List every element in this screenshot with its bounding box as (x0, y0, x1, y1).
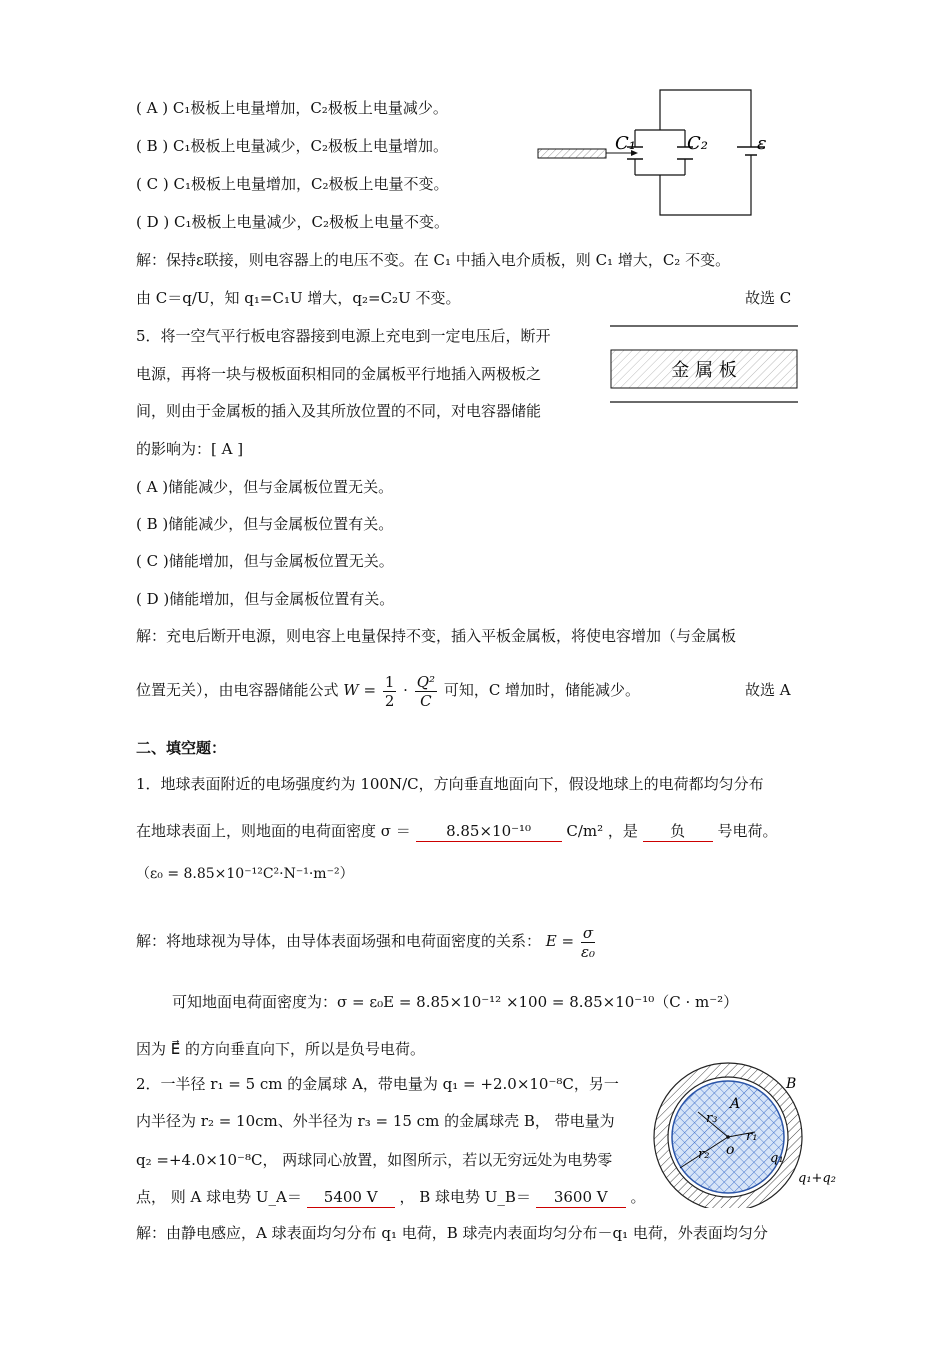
c2-label: C₂ (687, 133, 708, 154)
q5-text-3: 间，则由于金属板的插入及其所放位置的不同，对电容器储能 (136, 402, 542, 420)
q5-text-2: 电源，再将一块与极板面积相同的金属板平行地插入两极板之 (136, 365, 542, 383)
q-sum-label: q₁+q₂ (798, 1171, 836, 1186)
relation-lhs: E = (545, 932, 579, 950)
f1-solution-line3: 因为 E⃗ 的方向垂直向下，所以是负号电荷。 (136, 1040, 426, 1058)
f2-line4-post: 。 (630, 1188, 646, 1206)
f2-answer-ua: 5400 V (307, 1187, 395, 1208)
q1-label: q₁ (770, 1151, 784, 1166)
q4-option-a: ( A ) C₁极板上电量增加，C₂极板上电量减少。 (136, 99, 448, 117)
q4-solution-line1: 解：保持ε联接，则电容器上的电压不变。在 C₁ 中插入电介质板，则 C₁ 增大，C₂ 不变。 (136, 251, 731, 269)
q4-choice: 故选 C (745, 289, 792, 307)
center-o-label: o (726, 1142, 735, 1158)
q4-solution-line2: 由 C＝q/U，知 q₁=C₁U 增大，q₂=C₂U 不变。 (136, 289, 461, 307)
fraction-denominator: C (420, 691, 432, 710)
q5-choice: 故选 A (745, 681, 791, 699)
fraction-numerator: Q² (416, 672, 436, 691)
f2-line1: 2．一半径 r₁ = 5 cm 的金属球 A，带电量为 q₁ = +2.0×10⁻⁸C，另一 (136, 1075, 619, 1093)
q5-solution-line1: 解：充电后断开电源，则电容上电量保持不变，插入平板金属板，将使电容增加（与金属板 (136, 627, 737, 645)
r1-label: r₁ (746, 1129, 758, 1144)
f1-answer-density: 8.85×10⁻¹⁰ (416, 821, 562, 842)
f1-answer-sign: 负 (643, 821, 713, 842)
q5-option-b: ( B )储能减少，但与金属板位置有关。 (136, 515, 394, 533)
metal-plate-diagram (605, 318, 805, 408)
f1-line2 (136, 821, 777, 842)
f1-solution-line2: 可知地面电荷面密度为：σ = ε₀E = 8.85×10⁻¹² ×100 = 8.85×10⁻¹⁰（C · m⁻²） (172, 993, 739, 1011)
c1-label: C₁ (615, 133, 636, 154)
formula-dot: · (403, 681, 408, 699)
f2-line4-pre: 点， 则 A 球电势 U_A＝ (136, 1188, 302, 1206)
concentric-spheres-diagram (650, 1058, 850, 1208)
q5-option-a: ( A )储能减少，但与金属板位置无关。 (136, 478, 394, 496)
emf-label: ε (757, 133, 767, 154)
f2-line2: 内半径为 r₂ = 10cm、外半径为 r₃ = 15 cm 的金属球壳 B， 带电量为 (136, 1112, 615, 1130)
q4-option-d: ( D ) C₁极板上电量减少，C₂极板上电量不变。 (136, 213, 450, 231)
q5-solution-line2 (136, 668, 640, 712)
f1-line2-pre: 在地球表面上，则地面的电荷面密度 σ ＝ (136, 822, 411, 840)
q5-solution-pre: 位置无关），由电容器储能公式 (136, 681, 339, 699)
q5-option-d: ( D )储能增加，但与金属板位置有关。 (136, 590, 395, 608)
q4-option-b: ( B ) C₁极板上电量减少，C₂极板上电量增加。 (136, 137, 449, 155)
fraction-denominator: ε₀ (580, 942, 596, 961)
f1-constant: （ε₀ = 8.85×10⁻¹²C²·N⁻¹·m⁻²） (136, 866, 354, 882)
fraction-q-squared-over-c (415, 673, 437, 710)
fraction-numerator: σ (582, 923, 594, 942)
q4-option-c: ( C ) C₁极板上电量增加，C₂极板上电量不变。 (136, 175, 449, 193)
fraction-numerator: 1 (384, 672, 395, 691)
capacitor-circuit-diagram (535, 85, 785, 220)
f2-answer-ub: 3600 V (536, 1187, 626, 1208)
metal-plate-label: 金 属 板 (671, 360, 737, 381)
fraction-one-half (383, 673, 397, 710)
section-title: 二、填空题： (136, 739, 227, 757)
f2-line3: q₂ =+4.0×10⁻⁸C， 两球同心放置，如图所示，若以无穷远处为电势零 (136, 1151, 613, 1169)
sphere-a-label: A (730, 1096, 741, 1112)
q5-solution-post: 可知，C 增加时，储能减少。 (443, 681, 641, 699)
q5-option-c: ( C )储能增加，但与金属板位置无关。 (136, 552, 394, 570)
r2-label: r₂ (698, 1147, 710, 1162)
f1-solution-text: 解：将地球视为导体，由导体表面场强和电荷面密度的关系： (136, 932, 542, 950)
f1-line1: 1．地球表面附近的电场强度约为 100N/C，方向垂直地面向下，假设地球上的电荷都均匀分布 (136, 775, 764, 793)
energy-formula-lhs: W = (343, 681, 381, 699)
q5-text-4: 的影响为：[ A ] (136, 440, 244, 458)
shell-b-label: B (786, 1076, 797, 1092)
f2-line4-mid: ， B 球电势 U_B＝ (399, 1188, 531, 1206)
f1-line2-post: 号电荷。 (717, 822, 778, 840)
f2-line4 (136, 1187, 646, 1208)
f1-solution-line1 (136, 919, 597, 963)
fraction-denominator: 2 (384, 691, 395, 710)
f2-solution: 解：由静电感应，A 球表面均匀分布 q₁ 电荷，B 球壳内表面均匀分布－q₁ 电荷，外表面均匀分 (136, 1224, 768, 1242)
q5-text-1: 5．将一空气平行板电容器接到电源上充电到一定电压后，断开 (136, 327, 551, 345)
r3-label: r₃ (706, 1111, 718, 1126)
f1-line2-mid: C/m² ，是 (566, 822, 638, 840)
fraction-sigma-over-epsilon (581, 924, 595, 961)
